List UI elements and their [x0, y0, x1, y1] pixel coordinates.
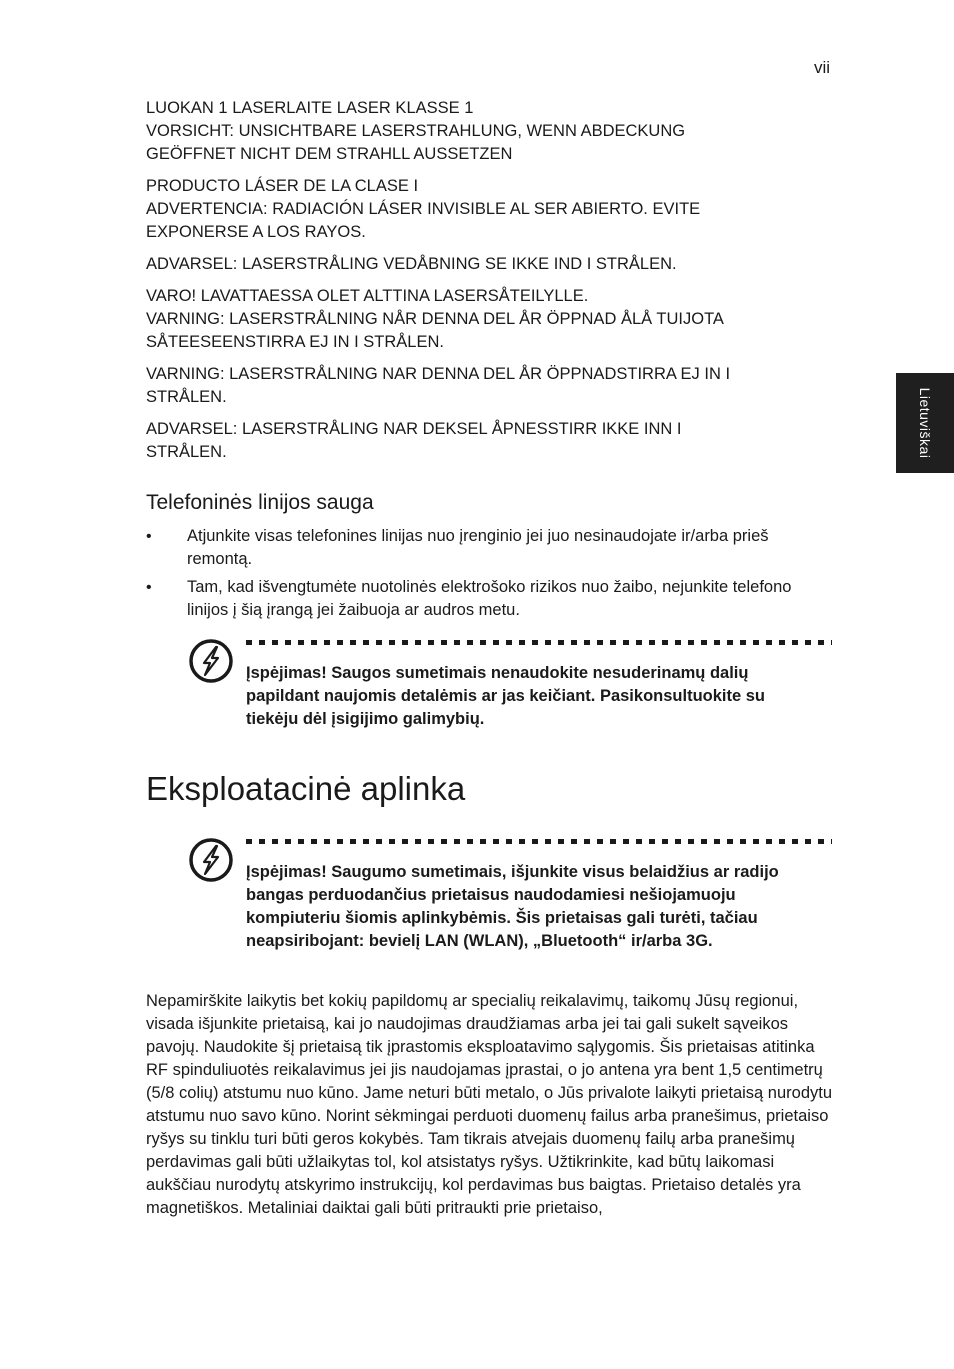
phone-bullet-list [146, 525, 836, 622]
warning-divider [246, 638, 832, 647]
list-item [146, 525, 836, 571]
laser-notice: ADVARSEL: LASERSTRÅLING VEDÅBNING SE IKKE IND I STRÅLEN. [146, 255, 677, 273]
warning-box [188, 837, 836, 953]
list-item [146, 576, 836, 622]
list-item-text: Tam, kad išvengtumėte nuotolinės elektrošoko rizikos nuo žaibo, nejunkite telefono linijos į šią įrangą jei žaibuoja ar audros metu. [187, 578, 792, 619]
language-side-tab-label: Lietuviškai [917, 387, 933, 459]
environment-section-title: Eksploatacinė aplinka [146, 770, 466, 807]
laser-notice: ADVARSEL: LASERSTRÅLING NAR DEKSEL ÅPNESSTIRR IKKE INN I STRÅLEN. [146, 420, 682, 461]
list-item-text: Atjunkite visas telefonines linijas nuo įrenginio jei juo nesinaudojate ir/arba prieš remontą. [187, 527, 769, 568]
page-content [146, 97, 836, 1220]
laser-notice: PRODUCTO LÁSER DE LA CLASE I ADVERTENCIA: RADIACIÓN LÁSER INVISIBLE AL SER ABIERTO. EVITE EXPONERSE A LOS RAYOS. [146, 177, 701, 241]
bullet-symbol: • [146, 528, 152, 545]
phone-section-heading: Telefoninės linijos sauga [146, 491, 374, 514]
warning-text: Įspėjimas! Saugumo sumetimais, išjunkite visus belaidžius ar radijo bangas perduodančius prietaisus naudodamiesi nešiojamuoju kompiuteriu šiomis aplinkybėmis. Šis prietaisas gali turėti, tačiau neapsiribojant: bevielį LAN (WLAN), „Bluetooth“ ir/arba 3G. [246, 863, 779, 950]
laser-notices [146, 97, 836, 464]
page-number: vii [813, 58, 830, 77]
lightning-warning-icon [188, 638, 234, 684]
warning-text: Įspėjimas! Saugos sumetimais nenaudokite nesuderinamų dalių papildant naujomis detalėmis ar jas keičiant. Pasikonsultuokite su tiekėju dėl įsigijimo galimybių. [246, 664, 765, 728]
lightning-warning-icon [188, 837, 234, 883]
laser-notice: LUOKAN 1 LASERLAITE LASER KLASSE 1 VORSICHT: UNSICHTBARE LASERSTRAHLUNG, WENN ABDECKUNG GEÖFFNET NICHT DEM STRAHLL AUSSETZEN [146, 99, 686, 163]
warning-box [188, 638, 836, 731]
laser-notice: VARO! LAVATTAESSA OLET ALTTINA LASERSÅTEILYLLE. VARNING: LASERSTRÅLNING NÅR DENNA DEL ÅR ÖPPNAD ÅLÅ TUIJOTA SÅTEESEENSTIRRA EJ IN I STRÅLEN. [146, 287, 724, 351]
laser-notice: VARNING: LASERSTRÅLNING NAR DENNA DEL ÅR ÖPPNADSTIRRA EJ IN I STRÅLEN. [146, 365, 731, 406]
language-side-tab [896, 373, 954, 473]
environment-body-text: Nepamirškite laikytis bet kokių papildomų ar specialių reikalavimų, taikomų Jūsų regionui, visada išjunkite prietaisą, kai jo naudojimas draudžiamas arba jei tai gali sukelt sąveikos pavojų. Naudokite šį prietaisą tik įprastomis eksploatavimo sąlygomis. Šis prietaisas atitinka RF spinduliuotės reikalavimus jei jis naudojamas įprastai, o jo antena yra bent 1,5 centimetrų (5/8 colių) atstumu nuo kūno. Jame neturi būti metalo, o Jūs privalote laikyti prietaisą nurodytu atstumu nuo savo kūno. Norint sėkmingai perduoti duomenų failus arba pranešimus, prietaiso ryšys su tinklu turi būti geros kokybės. Tam tikrais atvejais duomenų failų arba pranešimų perdavimas gali būti užlaikytas tol, kol atsistatys ryšys. Užtikrinkite, kad būtų laikomasi aukščiau nurodytų atskyrimo instrukcijų, kol perdavimas bus baigtas. Prietaiso detalės yra magnetiškos. Metaliniai daiktai gali būti pritraukti prie prietaiso, [146, 992, 833, 1217]
bullet-symbol: • [146, 579, 152, 596]
warning-divider [246, 837, 832, 846]
